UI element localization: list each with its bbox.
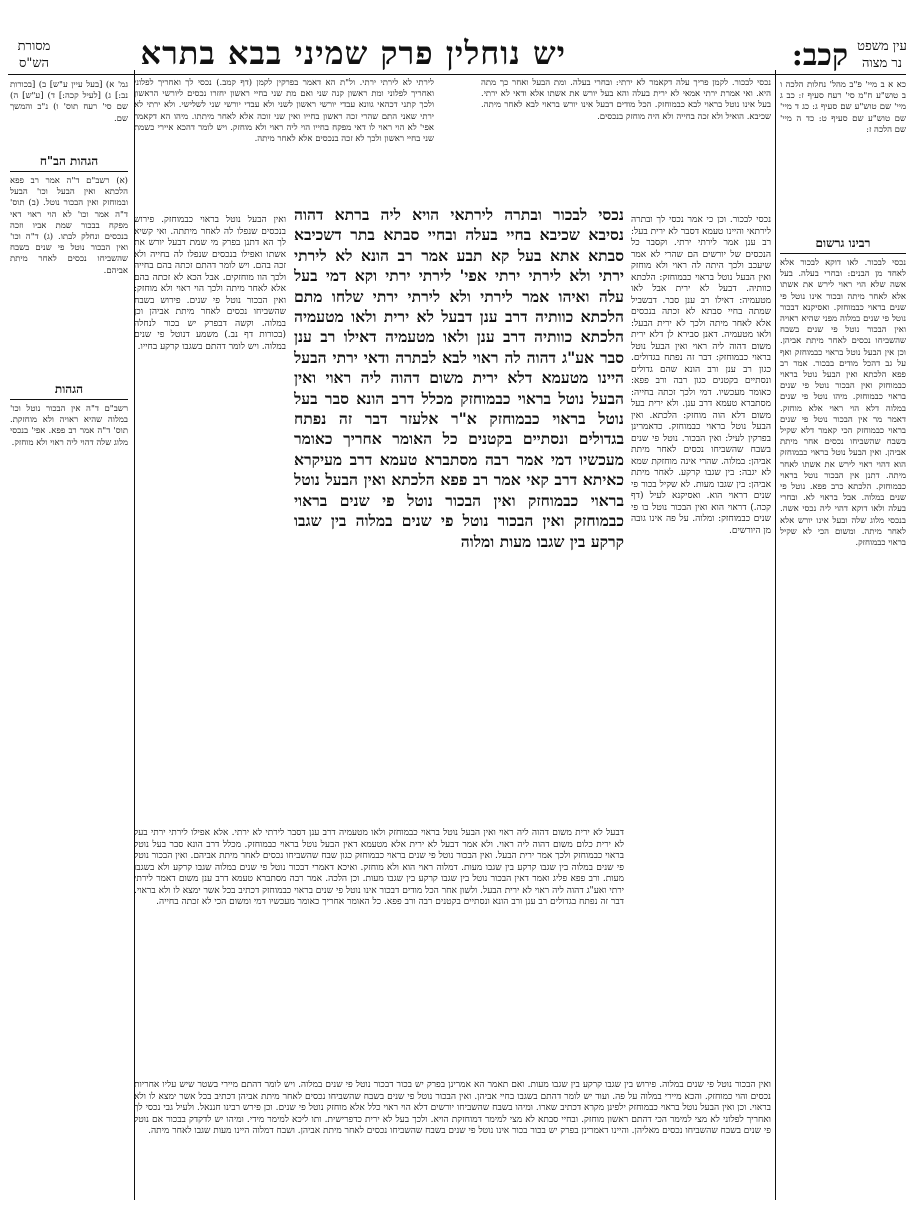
gemara-text: נכסי לבכור ובתרה לירתאי הויא ליה ברתא דהוה נסיבא שכיבא בחיי בעלה ובחיי סבתא בתר דשכיבא סבתא אתא בעל קא תבע אמר רב הונא לא לירתי ירתי ולא לירתי ירתי אפי' לירתי ירתי וקא דמי בעל עלה ואיהו אמר לירתי ולא לירתי ירתי שלחו מתם הלכתא כוותיה דרב ענן דבעל לא ירית ולאו מטעמיה הלכתא כוותיה דרב ענן ולאו מטעמיה דאילו רב ענן סבר אע"ג דהוה לה ראוי לבא לבתרה ודאי ירתי הבעל היינו מטעמא דלא ירית משום דהוה ליה ראוי ואין הבעל נוטל בראוי כבמוחזק מכלל דרב הונא סבר בעל נוטל בראוי כבמוחזק א"ר אלעזר דבר זה נפתח בגדולים ונסתיים בקטנים כל האומר אחריך כאומר מעכשיו דמי אמר רבה מסתברא טעמא דרב מעיקרא כאיתא דרב קאי אמר רב פפא הלכתא ואין הבעל נוטל בראוי כבמוחזק ואין הבכור נוטל פי שנים בראוי כבמוחזק ואין הבכור נוטל פי שנים במלוה בין שגבו קרקע בין שגבו מעות ומלוה: [294, 205, 624, 551]
masoret-column: [10, 80, 128, 524]
right-column-divider: [775, 70, 776, 1200]
page-header: [17, 32, 907, 76]
hagahot-title: הגהות: [10, 382, 128, 400]
header-divider: [8, 74, 906, 75]
tosafot-side: ואין הבעל נוטל בראוי כבמוחזק. פירוש בנכסים שנפלו לה לאחר מיתתה. ואי קשיא לך הא דתנן בפרק מי שמת דבעל יורש את אשתו ואפילו בנכסים שנפלו לה בחייה ולא זכה בהם. ויש לומר דהתם זכתה בהם בחייה ולכך הוו מוחזקים. אבל הכא לא זכתה בהם אלא לאחר מיתה ולכך הוי ראוי ולא מוחזק: ואין הבכור נוטל פי שנים. פירוש בשבח שהשביחו נכסים לאחר מיתת אביהן וכן במלוה. וקשה דבפרק יש בכור לנחלה (בכורות דף נב.) משמע דנוטל פי שנים במלוה. ויש לומר דהתם בשגבו קרקע בחייו.: [134, 215, 286, 352]
page-number: קכב:: [791, 38, 848, 73]
page-title: יש נוחלין פרק שמיני בבא בתרא: [140, 34, 566, 72]
rashbam-upper: נכסי לבכור. לקמן פריך עלה דקאמר לא ירתי: ובחרי בעלה. ומת הבעל ואחר כך מתה היא. ואי אמרת ירתי אמאי לא ירית בעלה והא בעל יורש את אשתו אלא ודאי לא ירתי. בעל אינו נוטל בראוי לבא כבמוחזק. הכל מודים דבעל אינו יורש בראוי לבא לאחר מיתה. שכיבא. הואיל ולא זכה בחייה ולא היה מוחזק בנכסים.: [481, 78, 771, 122]
masoret-heading: מסורת הש"ס: [17, 39, 51, 71]
ein-mishpat-text: כא א ב מיי' פ"ב מהל' נחלות הלכה ו ב טוש"ע ח"מ סי' רעח סעיף ז: כב ג מיי' שם טוש"ע שם סעיף ג: כג ד מיי' שם טוש"ע שם סעיף ט: כד ה מיי' שם הלכה ז:: [780, 80, 906, 135]
masoret-text: גמ' א) [בעל עיין ע"ש] ב) [בכורות נב:] ג) [לעיל קכה:] ד) [ע"ש] ה) שם סי' רעח תוס' ו) נ"ב והמשך שם.: [10, 80, 128, 124]
rashbam-side: נכסי לבכור. וכן כי אמר נכסי לך ובתרה לירתאי והיינו טעמא דסבר לא ירית בעל: רב ענן אמר לירתי ירתי. וקסבר כל הנכסים של יורשים הם שהרי לא אמר שיעכב ולכך היתה לה ראוי ולא מוחזק ואין הבעל נוטל בראוי כבמוחזק: הלכתא כוותיה. דבעל לא ירית אבל לאו מטעמיה: דאילו רב ענן סבר. דבשביל שמתה בחיי סבתא לא זכתה בנכסים אלא לאחר מיתה ולכך לא ירית הבעל: ולאו מטעמיה. דאנן סבירא לן דלא ירית משום דהוה ליה ראוי ואין הבעל נוטל בראוי כבמוחזק: דבר זה נפתח בגדולים. כגון רב ענן ורב הונא שהם גדולים ונסתיים בקטנים כגון רבה ורב פפא: כאומר מעכשיו. דמי ולכך זכתה בחייה: מסתברא טעמא דרב ענן. ולא ירית בעל משום דלא הוה מוחזק: הלכתא. ואין הבעל נוטל בראוי כבמוחזק. כדאמרינן בפרקין לעיל: ואין הבכור. נוטל פי שנים בשבח שהשביחו נכסים לאחר מיתת אביהן: במלוה. שהרי אינה מוחזקת שמא לא יגבה: בין שגבו קרקע. לאחר מיתת אביהן: בין שגבו מעות. לא שקיל בכור פי שנים דראוי הוא. ואסיקנא לעיל (דף קכה.) דראוי הוא ואין הבכור נוטל בו פי שנים כבמוחזק: ומלוה. על פה אינו גובה מן היורשים.: [631, 215, 771, 536]
ein-mishpat-heading: עין משפט נר מצוה: [857, 39, 907, 71]
tosafot-upper: לירתי לא לירתי ירתי. ול"ת הא דאמר בפרקין לקמן (דף קמב.) נכסי לך ואחריך לפלוני ואחריך לפלוני ומת ראשון קנה שני ואם מת שני בחיי ראשון יחזרו נכסים ליורשי הראשון ולכך קתני דכהאי גוונא עבדי יורשי ראשון לשני ולא עבדי יורשי שני לשלישי. ולא ירתי לא ירתי שאני התם שהרי זכה ראשון בחייו ואין שני זוכה אלא לאחר מיתתו. מיהו הא דקאמר אפי' לא הוי ראוי לו דאי מפקח בחייו הוי ליה ראוי ולא מוחזק. ויש לומר דהכא איירי כשמת שני בחיי ראשון ולכך לא זכה בנכסים אלא לאחר מיתה.: [134, 78, 434, 145]
hagahot-bach-title: הגהות הב"ח: [10, 154, 128, 172]
rashbam-lower: דבעל לא ירית משום דהוה ליה ראוי ואין הבעל נוטל בראוי כבמוחזק ולאו מטעמיה דרב ענן דסבר לירתי לא ירתי. אלא אפילו לירתי ירתי בעל לא ירית כלום משום דהוה ליה ראוי. ולא אמר דבעל לא ירית אלא מטעמא דאין הבעל נוטל בראוי כבמוחזק. מכלל דרב הונא סבר בעל נוטל בראוי כבמוחזק ולכך אמר ירית הבעל. ואין הבכור נוטל פי שנים בראוי כבמוחזק כגון שבח שהשביחו נכסים לאחר מיתת אביהם. ואין הבכור נוטל פי שנים במלוה בין שגבו קרקע בין שגבו מעות. דמלוה ראוי הוא ולא מוחזק. ואיכא דאמרי דבכור נוטל פי שנים במלוה שגבו קרקע ולא בשגבו מעות. ורב פפא פליג ואמר דאין הבכור נוטל בין שגבו קרקע בין שגבו מעות. וכן הלכה. אמר רבה מסתברא טעמא דרב ענן משום דאמר לירתי ירתי ואע"ג דהוה ליה ראוי לא ירית הבעל. ולשון אחר הכל מודים דבכור אינו נוטל פי שנים בראוי כבמוחזק דכתיב בכל אשר ימצא לו ולא בראוי. דבר זה נפתח בגדולים רב ענן ורב הונא ונסתיים בקטנים רבה ורב פפא. כל האומר אחריך כאומר מעכשיו דמי ומשום הכי לא זכתה בחייה.: [134, 828, 624, 907]
ein-mishpat-column: [780, 80, 906, 1118]
hagahot-bach-text: (א) רשב"ם ד"ה אמר רב פפא הלכתא ואין הבעל וכו' הבעל ובמוחזק ואין הבכור נוטל. (ב) תוס' ד"ה אמר וכו' לא הוי ראוי דאי מפקח בבכור שמת אביו וזכה בנכסים ונחלק לבתו. (ג) ד"ה וכו' ואין הבכור נוטל פי שנים בשבח שהשביחו נכסים לאחר מיתת אביהם.: [10, 176, 128, 276]
rabbeinu-gershom-title: רבינו גרשום: [780, 236, 906, 254]
hagahot-text: רשב"ם ד"ה אין הבכור נוטל וכו' במלוה שהיא ראויה ולא מוחזקת. תוס' ד"ה אמר רב פפא. אפי' בנכסי מלוג שלה דהוי ליה ראוי ולא מוחזק.: [10, 404, 128, 448]
rabbeinu-gershom-text: נכסי לבכור. לאו דוקא לבכור אלא לאחד מן הבנים: ובחרי בעלה. בעל אשה שלא הוי ראוי לירש את אשתו אלא לאחר מיתה ובכור אינו נוטל פי שנים בראוי כבמוחזק. ואסיקנא דבכור נוטל פי שנים במלוה מפני שהיא ראויה ואין הבכור נוטל פי שנים בשבח שהשביחו נכסים לאחר מיתת אביהן. וכן אין הבעל נוטל בראוי כבמוחזק ואף על גב דהכל מודים בבכור. אמר רב פפא הלכתא ואין הבעל נוטל בראוי כבמוחזק ואין הבכור נוטל פי שנים בראוי כבמוחזק. מיהו נוטל פי שנים במלוה דלא הוי ראוי אלא מוחזק. דאמר מר אין הבכור נוטל פי שנים בראוי כבמוחזק הכי קאמר דלא שקיל בשבח שהשביחו נכסים אחר מיתת אביהן. ואין הבעל נוטל בראוי כבמוחזק הוא דהוי ראוי לירש את אשתו לאחר מיתה. דתנן אין הבכור נוטל בראוי כבמוחזק. הלכתא כרב פפא. נוטל פי שנים במלוה. אבל בראוי לא. ובחרי בעלה ולאו דוקא דהוי ליה נכסי אשה. בנכסי מלוג שלה ובעל אינו יורש אלא לאחר מיתה. ומשום הכי לא שקיל בראוי כבמוחזק.: [780, 258, 906, 549]
tosafot-bottom: ואין הבכור נוטל פי שנים במלוה. פירוש בין שגבו קרקע בין שגבו מעות. ואם תאמר הא אמרינן בפרק יש בכור דבכור נוטל פי שנים במלוה. ויש לומר דהתם מיירי בשטר שיש עליו אחריות נכסים והוי כמוחזק. והכא מיירי במלוה על פה. ועוד יש לומר דהתם בשגבו בחיי אביהן. ואין הבכור נוטל פי שנים בשבח שהשביחו נכסים לאחר מיתת אביהן דכתיב בכל אשר ימצא לו ולא בראוי. וכן ואין הבעל נוטל בראוי כבמוחזק ילפינן מקרא דכתיב שארו. ומיהו בשבח שהשביחו יורשים דלא הוי ראוי כלל אלא מוחזק נוטל פי שנים. וכן פירש רבינו חננאל. ולעיל גבי נכסי לך ואחריך לפלוני לא מצי למימר הכי דהתם ראשון מוחזק. ובחיי סבתא לא מצי למימר דמוחזקת הויא. ולכך בעל לא ירית כדפרישית. ותו ליכא למימר מידי. ומיהו יש לדקדק בבכור אם נוטל פי שנים בשבח שהשביחו נכסים מאליהן. והיינו דאמרינן בפרק יש בכור בכור אינו נוטל פי שנים בשבח שהשביחו נכסים לאחר מיתת אביהן. ושבח דמלוה היינו מעות שגבו לאחר מיתה.: [134, 1080, 771, 1136]
